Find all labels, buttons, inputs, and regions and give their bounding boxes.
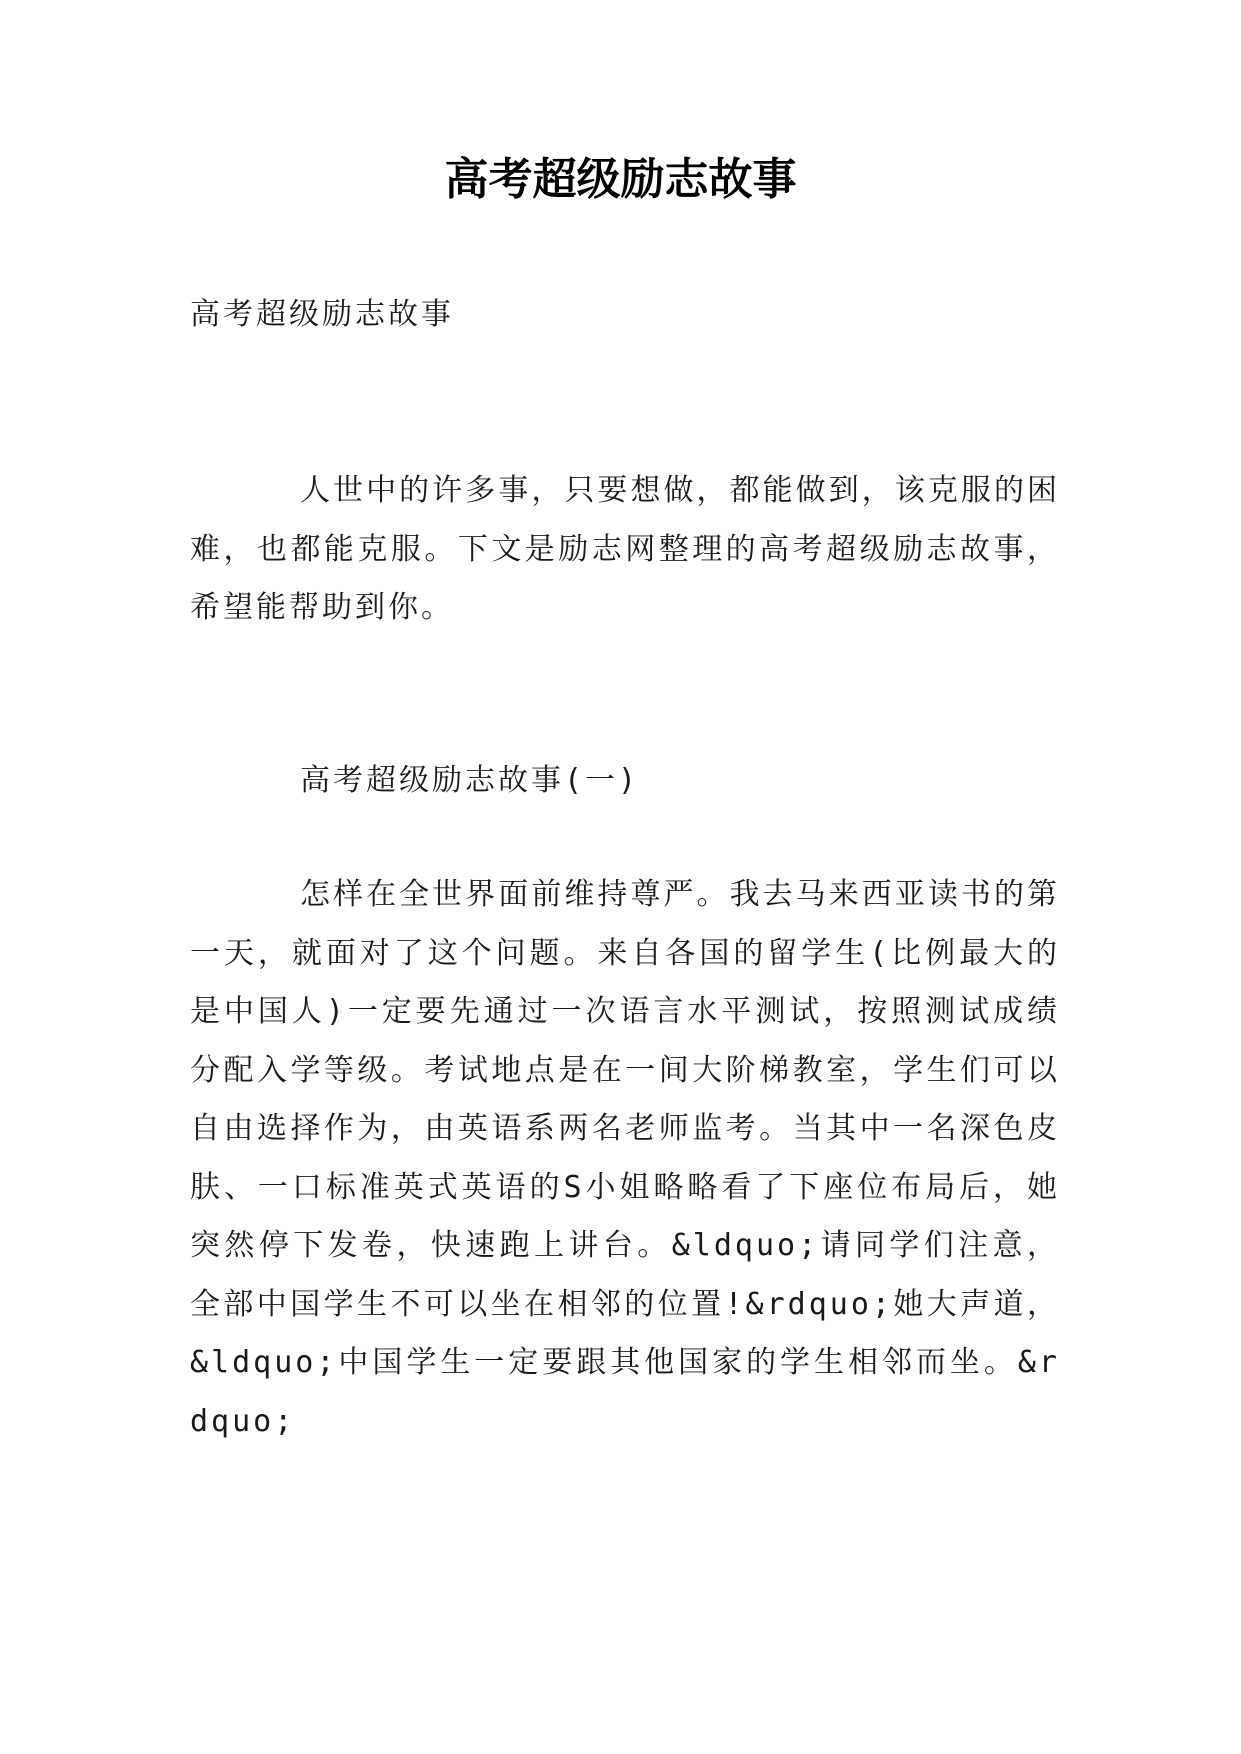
document-subheading: 高考超级励志故事	[190, 297, 454, 332]
document-title: 高考超级励志故事	[444, 154, 797, 205]
section-title: 高考超级励志故事(一)	[300, 763, 640, 798]
intro-paragraph: 人世中的许多事，只要想做，都能做到，该克服的困难，也都能克服。下文是励志网整理的高考超级励志故事，希望能帮助到你。	[190, 473, 1060, 625]
story-paragraph: 怎样在全世界面前维持尊严。我去马来西亚读书的第一天，就面对了这个问题。来自各国的留学生(比例最大的是中国人)一定要先通过一次语言水平测试，按照测试成绩分配入学等级。考试地点是在一间大阶梯教室，学生们可以自由选择作为，由英语系两名老师监考。当其中一名深色皮肤、一口标准英式英语的S小姐略略看了下座位布局后，她突然停下发卷，快速跑上讲台。&ldquo;请同学们注意，全部中国学生不可以坐在相邻的位置!&rdquo;她大声道，&ldquo;中国学生一定要跟其他国家的学生相邻而坐。&rdquo;	[190, 877, 1060, 1439]
